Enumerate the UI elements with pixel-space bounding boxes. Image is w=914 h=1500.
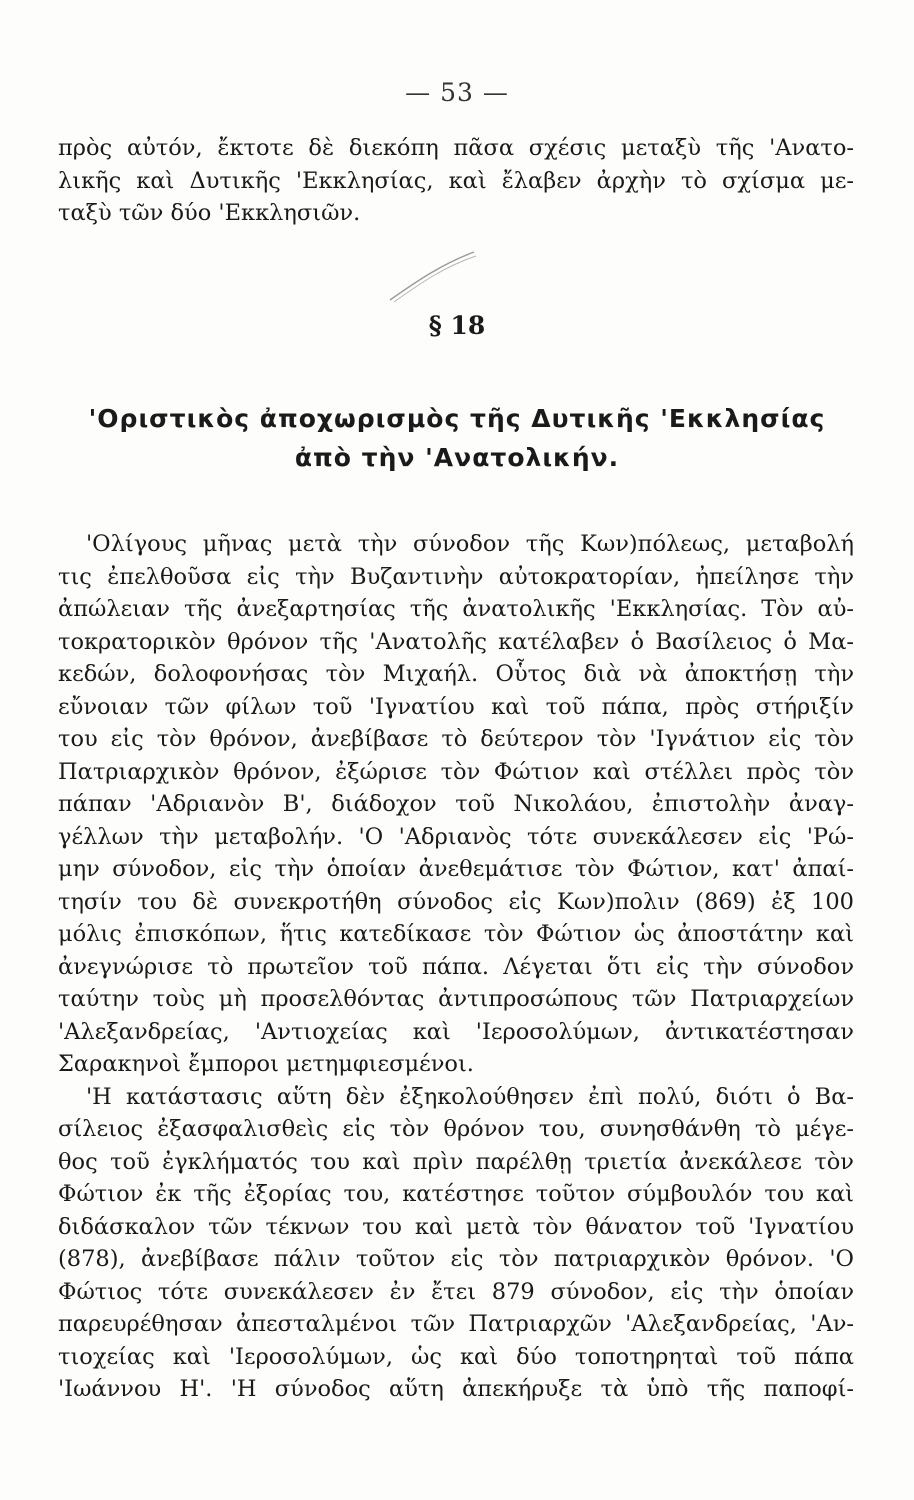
- text-line: 'Ιωάννου Η'. 'Η σύνοδος αὕτη ἀπεκήρυξε τὰ ὑπὸ τῆς παποφί-: [58, 1376, 854, 1402]
- text-line: σίλειος ἐξασφαλισθεὶς εἰς τὸν θρόνον του, συνησθάνθη τὸ μέγε-: [58, 1116, 854, 1142]
- text-line: ἀνεγνώρισε τὸ πρωτεῖον τοῦ πάπα. Λέγεται ὅτι εἰς τὴν σύνοδον: [58, 953, 854, 980]
- text-line: μόλις ἐπισκόπων, ἥτις κατεδίκασε τὸν Φώτιον ὡς ἀποστάτην καὶ: [58, 921, 854, 947]
- text-line: Φώτιος τότε συνεκάλεσεν ἐν ἔτει 879 σύνοδον, εἰς τὴν ὁποίαν: [58, 1278, 854, 1305]
- top-paragraph: [58, 132, 854, 230]
- text-line: θος τοῦ ἐγκλήματός του καὶ πρὶν παρέλθῃ τριετία ἀνεκάλεσε τὸν: [58, 1148, 854, 1175]
- text-line: ταύτην τοὺς μὴ προσελθόντας ἀντιπροσώπους τῶν Πατριαρχείων: [58, 986, 854, 1012]
- text-line: μην σύνοδον, εἰς τὴν ὁποίαν ἀνεθεμάτισε τὸν Φώτιον, κατ' ἀπαί-: [58, 856, 854, 882]
- section-heading-line-2: ἀπὸ τὴν 'Ανατολικήν.: [294, 443, 620, 472]
- text-line: ταξὺ τῶν δύο 'Εκκλησιῶν.: [58, 200, 361, 226]
- text-line: τιοχείας καὶ 'Ιεροσολύμων, ὡς καὶ δύο τοποτηρηταὶ τοῦ πάπα: [58, 1343, 854, 1370]
- pencil-mark: [382, 246, 482, 306]
- text-line: διδάσκαλον τῶν τέκνων του καὶ μετὰ τὸν θάνατον τοῦ 'Ιγνατίου: [58, 1213, 854, 1240]
- body-text: [58, 528, 854, 1406]
- text-line: Πατριαρχικὸν θρόνον, ἐξώρισε τὸν Φώτιον καὶ στέλλει πρὸς τὸν: [58, 758, 854, 785]
- text-line: τησίν του δὲ συνεκροτήθη σύνοδος εἰς Κων)πολιν (869) ἐξ 100: [58, 888, 854, 915]
- section-heading-line-1: 'Οριστικὸς ἀποχωρισμὸς τῆς Δυτικῆς 'Εκκλησίας: [88, 404, 826, 433]
- text-line: λικῆς καὶ Δυτικῆς 'Εκκλησίας, καὶ ἔλαβεν ἀρχὴν τὸ σχίσμα με-: [58, 167, 854, 194]
- text-line: 'Ολίγους μῆνας μετὰ τὴν σύνοδον τῆς Κων)πόλεως, μεταβολή: [86, 531, 854, 557]
- page-number: — 53 —: [405, 78, 509, 107]
- text-line: 'Αλεξανδρείας, 'Αντιοχείας καὶ 'Ιεροσολύμων, ἀντικατέστησαν: [58, 1018, 854, 1045]
- text-line: εὔνοιαν τῶν φίλων τοῦ 'Ιγνατίου καὶ τοῦ πάπα, πρὸς στήριξίν: [58, 693, 854, 720]
- text-line: του εἰς τὸν θρόνον, ἀνεβίβασε τὸ δεύτερον τὸν 'Ιγνάτιον εἰς τὸν: [58, 726, 854, 752]
- text-line: γέλλων τὴν μεταβολήν. 'Ο 'Αδριανὸς τότε συνεκάλεσεν εἰς 'Ρώ-: [58, 823, 854, 850]
- text-line: Φώτιον ἐκ τῆς ἐξορίας του, κατέστησε τοῦτον σύμβουλόν του καὶ: [58, 1181, 854, 1207]
- text-line: τοκρατορικὸν θρόνον τῆς 'Ανατολῆς κατέλαβεν ὁ Βασίλειος ὁ Μα-: [58, 628, 854, 655]
- text-line: (878), ἀνεβίβασε πάλιν τοῦτον εἰς τὸν πατριαρχικὸν θρόνον. 'Ο: [58, 1246, 854, 1272]
- text-line: πάπαν 'Αδριανὸν Β', διάδοχον τοῦ Νικολάου, ἐπιστολὴν ἀναγ-: [58, 791, 854, 817]
- text-line: παρευρέθησαν ἀπεσταλμένοι τῶν Πατριαρχῶν 'Αλεξανδρείας, 'Αν-: [58, 1311, 854, 1337]
- text-line: 'Η κατάστασις αὕτη δὲν ἐξηκολούθησεν ἐπὶ πολύ, διότι ὁ Βα-: [86, 1083, 854, 1110]
- text-line: ἀπώλειαν τῆς ἀνεξαρτησίας τῆς ἀνατολικῆς 'Εκκλησίας. Τὸν αὐ-: [58, 596, 854, 622]
- section-number: § 18: [428, 311, 486, 340]
- text-line: κεδών, δολοφονήσας τὸν Μιχαήλ. Οὗτος διὰ νὰ ἀποκτήσῃ τὴν: [58, 661, 854, 687]
- text-line: Σαρακηνοὶ ἔμποροι μετημφιεσμένοι.: [58, 1051, 474, 1077]
- text-line: τις ἐπελθοῦσα εἰς τὴν Βυζαντινὴν αὐτοκρατορίαν, ἠπείλησε τὴν: [58, 563, 854, 590]
- text-line: πρὸς αὐτόν, ἔκτοτε δὲ διεκόπη πᾶσα σχέσις μεταξὺ τῆς 'Ανατο-: [58, 135, 854, 161]
